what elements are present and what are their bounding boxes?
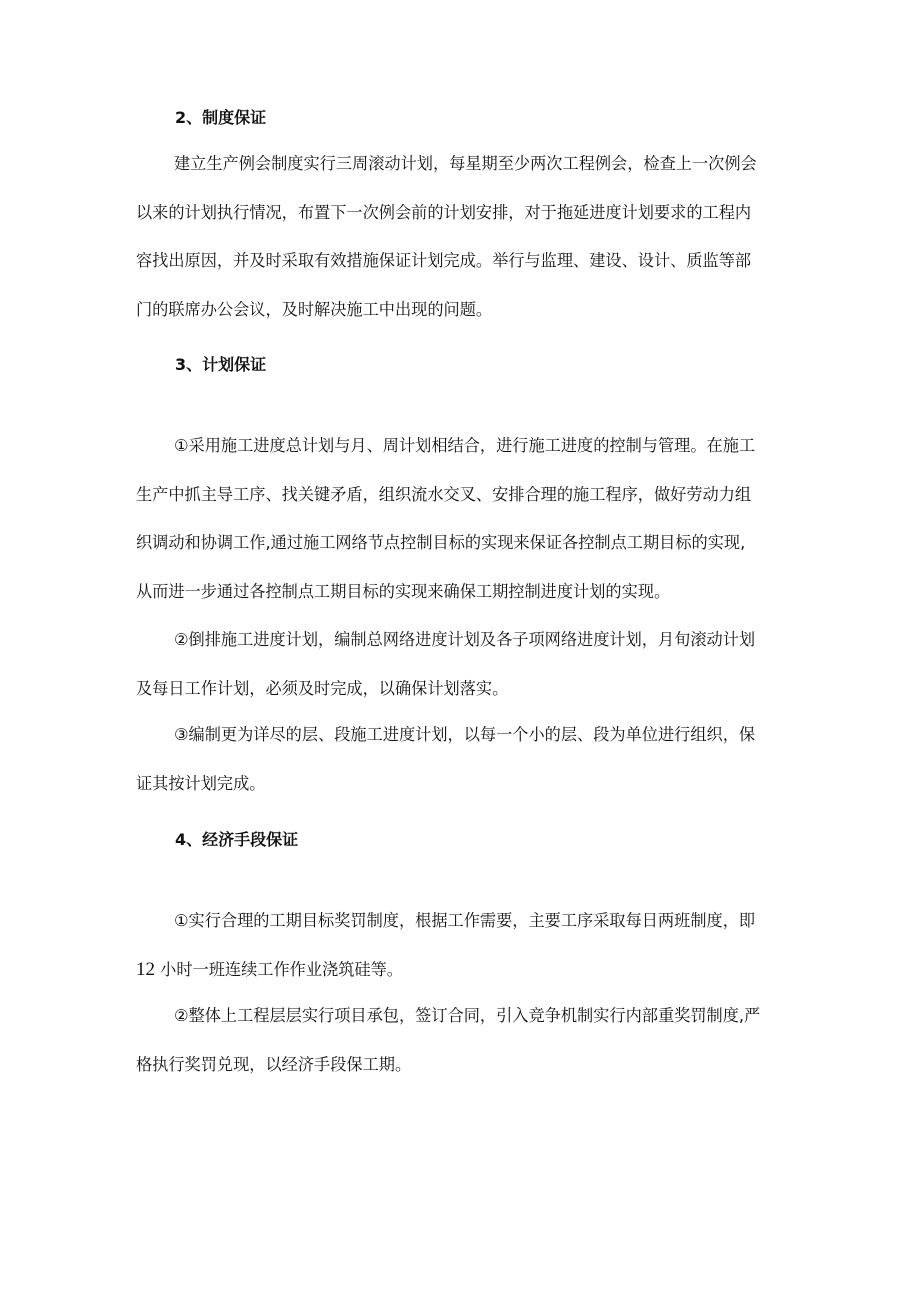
section-3-paragraph-1 bbox=[136, 422, 786, 616]
text-line: 从而进一步通过各控制点工期目标的实现来确保工期控制进度计划的实现。 bbox=[136, 581, 671, 601]
text-line: 以来的计划执行情况，布置下一次例会前的计划安排，对于拖延进度计划要求的工程内 bbox=[136, 202, 752, 222]
text-line: ①实行合理的工期目标奖罚制度，根据工作需要，主要工序采取每日两班制度，即 bbox=[174, 911, 756, 930]
section-3-paragraph-2 bbox=[136, 616, 786, 713]
text-line: 门的联席办公会议，及时解决施工中出现的问题。 bbox=[136, 299, 493, 319]
text-line: 格执行奖罚兑现，以经济手段保工期。 bbox=[136, 1054, 412, 1074]
text-line: 建立生产例会制度实行三周滚动计划，每星期至少两次工程例会，检查上一次例会 bbox=[174, 154, 757, 173]
section-heading-3: 3、计划保证 bbox=[175, 355, 267, 374]
section-2-paragraph bbox=[136, 140, 786, 334]
text-line: 及每日工作计划，必须及时完成，以确保计划落实。 bbox=[136, 678, 509, 698]
text-line: 生产中抓主导工序、找关键矛盾，组织流水交叉、安排合理的施工程序，做好劳动力组 bbox=[136, 484, 752, 504]
text-line: ②倒排施工进度计划，编制总网络进度计划及各子项网络进度计划，月旬滚动计划 bbox=[174, 630, 756, 649]
text-line: ①采用施工进度总计划与月、周计划相结合，进行施工进度的控制与管理。在施工 bbox=[174, 436, 756, 455]
section-3-paragraph-3 bbox=[136, 711, 786, 808]
section-4-paragraph-1 bbox=[136, 897, 786, 994]
text-line: 容找出原因，并及时采取有效措施保证计划完成。举行与监理、建设、设计、质监等部 bbox=[136, 251, 752, 270]
section-heading-2: 2、制度保证 bbox=[175, 108, 267, 127]
text-line: ②整体上工程层层实行项目承包，签订合同，引入竞争机制实行内部重奖罚制度,严 bbox=[174, 1006, 761, 1025]
text-line-rest: 小时一班连续工作作业浇筑硅等。 bbox=[155, 959, 403, 979]
number-prefix: 12 bbox=[136, 958, 155, 980]
text-line bbox=[136, 946, 786, 995]
section-4-paragraph-2 bbox=[136, 992, 786, 1089]
text-line: ③编制更为详尽的层、段施工进度计划，以每一个小的层、段为单位进行组织，保 bbox=[174, 725, 756, 744]
text-line: 证其按计划完成。 bbox=[136, 773, 266, 793]
section-heading-4: 4、经济手段保证 bbox=[175, 830, 299, 849]
text-line: 织调动和协调工作,通过施工网络节点控制目标的实现来保证各控制点工期目标的实现, bbox=[136, 533, 746, 552]
